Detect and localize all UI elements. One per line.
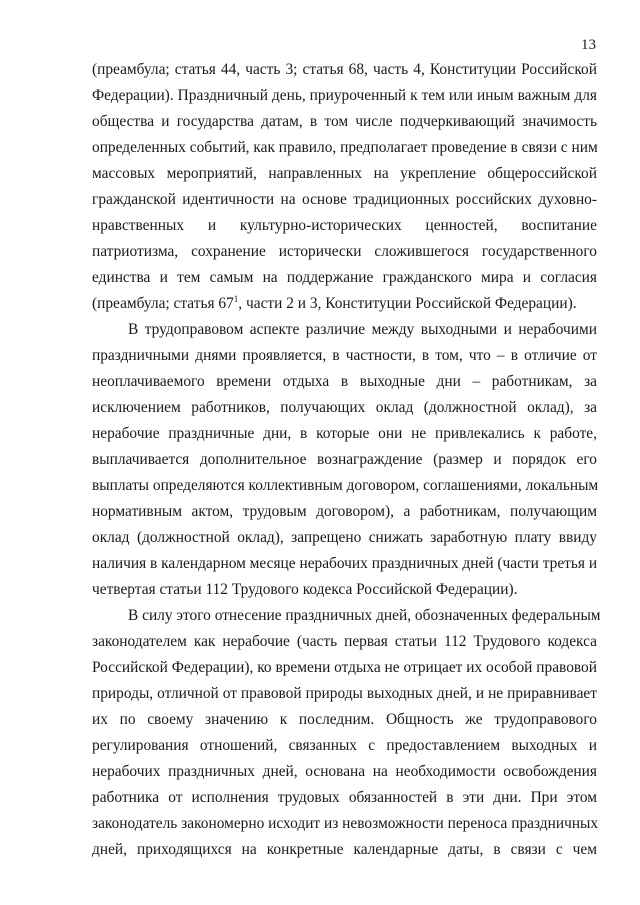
text-line [92,294,597,314]
text-line: нерабочие праздничные дни, в которые они не привлекались к работе, [92,425,597,442]
text-line: праздничными днями проявляется, в частности, в том, что – в отличие от [92,347,597,364]
text-line: наличия в календарном месяце нерабочих праздничных дней (части третья и [92,555,598,572]
text-segment: (преамбула; статья 67 [92,295,234,312]
text-line: четвертая статьи 112 Трудового кодекса Российской Федерации). [92,581,518,598]
text-line: нормативным актом, трудовым договором), а работникам, получающим [92,503,597,520]
text-line: законодателем как нерабочие (часть первая статьи 112 Трудового кодекса [92,633,597,650]
text-line: их по своему значению к последним. Общность же трудоправового [92,711,597,728]
page-number: 13 [581,37,596,53]
text-line: гражданской идентичности на основе традиционных российских духовно- [92,191,597,208]
text-line: законодатель закономерно исходит из невозможности переноса праздничных [92,815,599,832]
text-line: (преамбула; статья 44, часть 3; статья 68, часть 4, Конституции Российской [92,61,597,78]
text-line: работника от исполнения трудовых обязанностей в эти дни. При этом [92,789,597,806]
text-line: выплачивается дополнительное вознаграждение (размер и порядок его [92,451,597,468]
text-line: общества и государства датам, в том числе подчеркивающий значимость [92,113,597,130]
text-line: Российской Федерации), ко времени отдыха не отрицает их особой правовой [92,659,597,676]
text-line: В трудоправовом аспекте различие между выходными и нерабочими [128,321,597,338]
text-segment: , части 2 и 3, Конституции Российской Федерации). [238,295,577,312]
text-line: нерабочих праздничных дней, основана на необходимости освобождения [92,763,597,780]
text-line: регулирования отношений, связанных с предоставлением выходных и [92,737,597,754]
text-line: природы, отличной от правовой природы выходных дней, и не приравнивает [92,685,597,702]
text-line: патриотизма, сохранение исторически сложившегося государственного [92,243,597,260]
text-line: оклад (должностной оклад), запрещено снижать заработную плату ввиду [92,529,597,546]
text-line: массовых мероприятий, направленных на укрепление общероссийской [92,165,597,182]
text-line: В силу этого отнесение праздничных дней, обозначенных федеральным [128,607,601,624]
text-line: неоплачиваемого времени отдыха в выходные дни – работникам, за [92,373,597,390]
text-line: нравственных и культурно-исторических ценностей, воспитание [92,217,597,234]
text-line: дней, приходящихся на конкретные календарные даты, в связи с чем [92,841,597,858]
text-line: выплаты определяются коллективным договором, соглашениями, локальным [92,477,599,494]
text-line: определенных событий, как правило, предполагает проведение в связи с ним [92,139,598,156]
superscript-marker: 1 [233,294,239,304]
text-line: исключением работников, получающих оклад (должностной оклад), за [92,399,597,416]
text-line: единства и тем самым на поддержание гражданского мира и согласия [92,269,597,286]
text-line: Федерации). Праздничный день, приуроченный к тем или иным важным для [92,87,597,104]
